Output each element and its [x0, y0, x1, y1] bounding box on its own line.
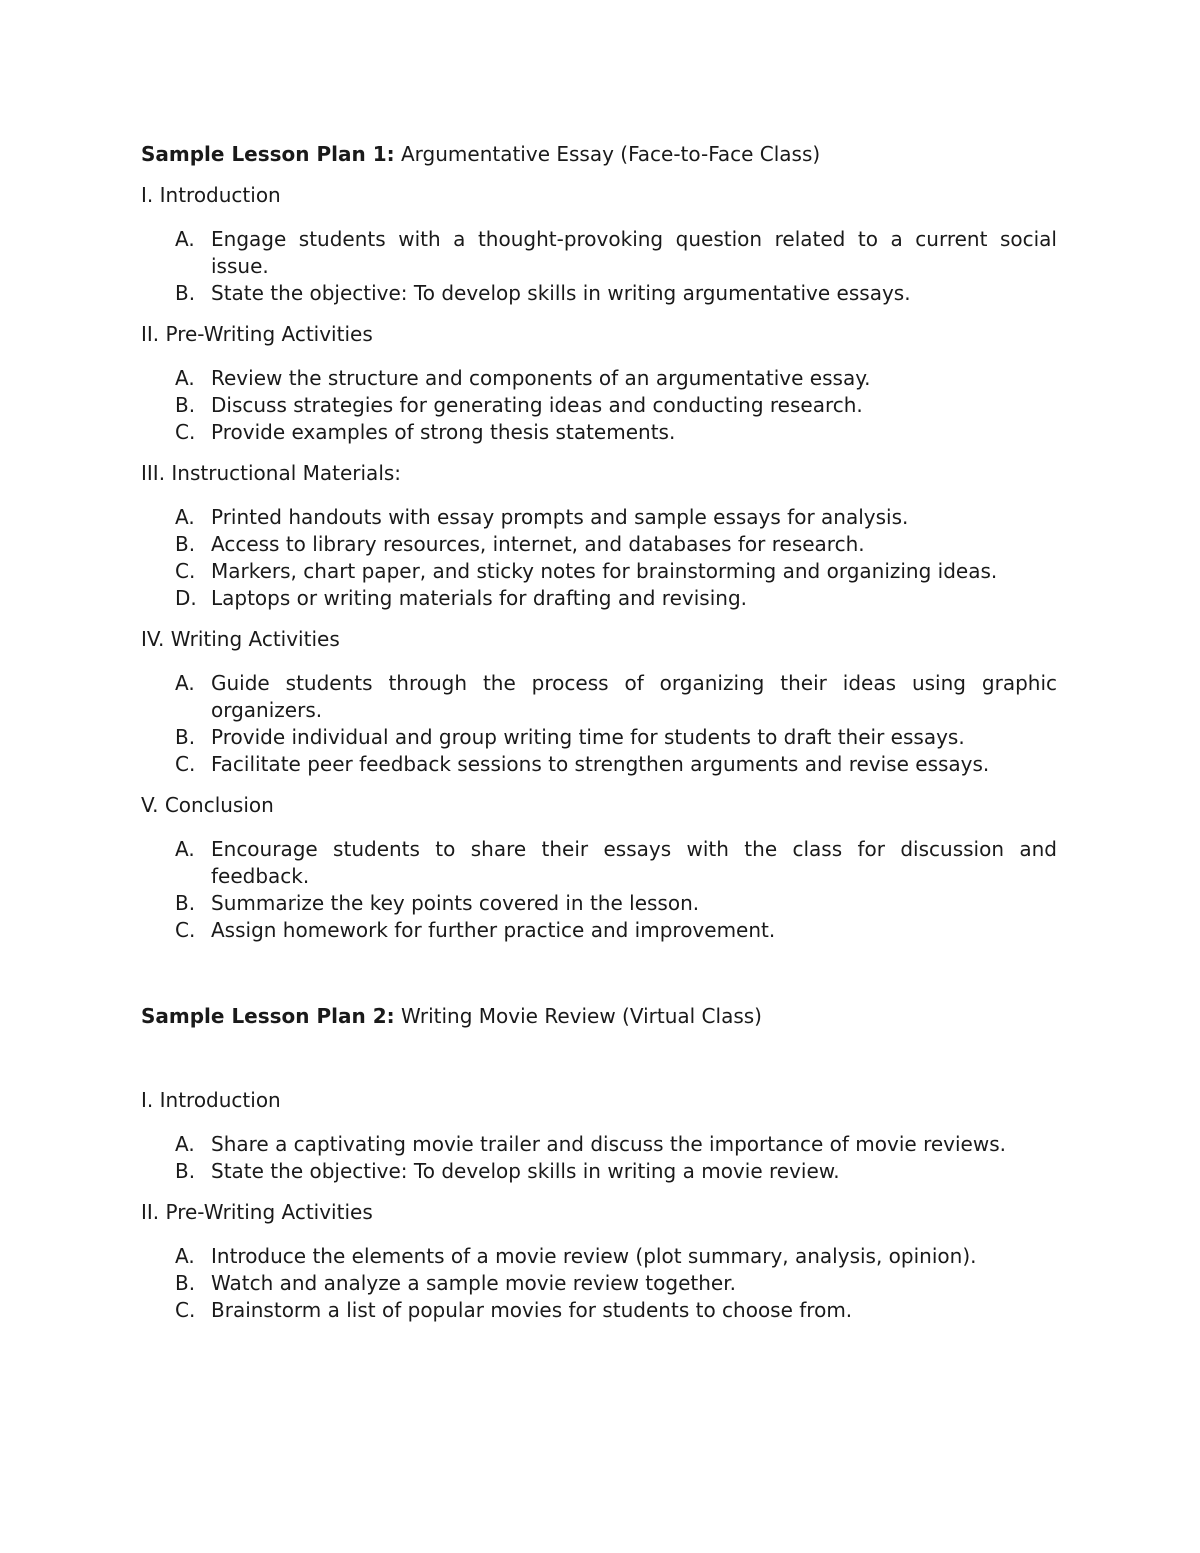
section-heading: I. Introduction [141, 183, 281, 207]
plan1-section-instructional-materials [141, 460, 1057, 612]
item-list [141, 1243, 1057, 1324]
plan1-section-pre-writing [141, 321, 1057, 446]
plan2-section-introduction [141, 1087, 1057, 1185]
item-marker: A. [175, 671, 195, 695]
item-marker: A. [175, 837, 195, 861]
item-text: Guide students through the process of organizing their ideas using graphic organizers. [211, 671, 1057, 722]
item-list [141, 1131, 1057, 1185]
lesson-plan-1-label: Sample Lesson Plan 1: [141, 142, 395, 166]
item-list [141, 226, 1057, 307]
list-item [141, 724, 1057, 751]
item-text: Summarize the key points covered in the lesson. [211, 891, 700, 915]
item-text: Provide examples of strong thesis statements. [211, 420, 676, 444]
lesson-plan-2-subject: Writing Movie Review (Virtual Class) [400, 1004, 762, 1028]
plan2-section-pre-writing [141, 1199, 1057, 1324]
item-text: Brainstorm a list of popular movies for students to choose from. [211, 1298, 853, 1322]
item-marker: A. [175, 1132, 195, 1156]
item-marker: A. [175, 227, 195, 251]
item-text: Assign homework for further practice and improvement. [211, 918, 776, 942]
item-marker: B. [175, 393, 196, 417]
section-heading: V. Conclusion [141, 793, 274, 817]
section-heading: II. Pre-Writing Activities [141, 1200, 373, 1224]
item-text: State the objective: To develop skills in writing a movie review. [211, 1159, 840, 1183]
item-marker: A. [175, 1244, 195, 1268]
item-marker: A. [175, 366, 195, 390]
item-text: Facilitate peer feedback sessions to strengthen arguments and revise essays. [211, 752, 990, 776]
list-item [141, 1158, 1057, 1185]
lesson-plan-1-title [141, 140, 1057, 168]
item-text: Provide individual and group writing time for students to draft their essays. [211, 725, 965, 749]
document-page [141, 140, 1057, 1338]
list-item [141, 751, 1057, 778]
section-heading: II. Pre-Writing Activities [141, 322, 373, 346]
item-text: Engage students with a thought-provoking question related to a current social issue. [211, 227, 1057, 278]
list-item [141, 1297, 1057, 1324]
section-heading: IV. Writing Activities [141, 627, 340, 651]
list-item [141, 365, 1057, 392]
list-item [141, 1131, 1057, 1158]
list-item [141, 585, 1057, 612]
list-item [141, 226, 1057, 280]
item-marker: B. [175, 1159, 196, 1183]
item-list [141, 365, 1057, 446]
list-item [141, 280, 1057, 307]
item-text: Discuss strategies for generating ideas and conducting research. [211, 393, 863, 417]
item-text: Review the structure and components of an argumentative essay. [211, 366, 871, 390]
item-text: Markers, chart paper, and sticky notes for brainstorming and organizing ideas. [211, 559, 998, 583]
item-marker: B. [175, 891, 196, 915]
item-list [141, 670, 1057, 778]
item-marker: B. [175, 725, 196, 749]
item-list [141, 836, 1057, 944]
item-marker: A. [175, 505, 195, 529]
lesson-plan-2-title [141, 1002, 1057, 1030]
item-marker: C. [175, 918, 196, 942]
lesson-plan-1-subject: Argumentative Essay (Face-to-Face Class) [400, 142, 821, 166]
plan1-section-introduction [141, 182, 1057, 307]
list-item [141, 1243, 1057, 1270]
item-marker: C. [175, 420, 196, 444]
item-marker: C. [175, 559, 196, 583]
list-item [141, 419, 1057, 446]
section-heading: I. Introduction [141, 1088, 281, 1112]
list-item [141, 558, 1057, 585]
item-text: Introduce the elements of a movie review (plot summary, analysis, opinion). [211, 1244, 977, 1268]
item-text: Printed handouts with essay prompts and sample essays for analysis. [211, 505, 909, 529]
item-marker: B. [175, 532, 196, 556]
item-marker: B. [175, 1271, 196, 1295]
lesson-plan-1-body [141, 182, 1057, 944]
item-marker: C. [175, 752, 196, 776]
list-item [141, 1270, 1057, 1297]
item-text: Encourage students to share their essays with the class for discussion and feedback. [211, 837, 1057, 888]
item-text: State the objective: To develop skills in writing argumentative essays. [211, 281, 911, 305]
item-marker: B. [175, 281, 196, 305]
item-text: Watch and analyze a sample movie review together. [211, 1271, 736, 1295]
plan1-section-conclusion [141, 792, 1057, 944]
lesson-plan-2-body [141, 1087, 1057, 1324]
list-item [141, 670, 1057, 724]
item-marker: C. [175, 1298, 196, 1322]
item-text: Access to library resources, internet, and databases for research. [211, 532, 865, 556]
list-item [141, 504, 1057, 531]
list-item [141, 392, 1057, 419]
lesson-plan-2-label: Sample Lesson Plan 2: [141, 1004, 395, 1028]
item-text: Share a captivating movie trailer and discuss the importance of movie reviews. [211, 1132, 1006, 1156]
item-text: Laptops or writing materials for drafting and revising. [211, 586, 747, 610]
section-heading: III. Instructional Materials: [141, 461, 402, 485]
list-item [141, 531, 1057, 558]
list-item [141, 890, 1057, 917]
item-marker: D. [175, 586, 197, 610]
list-item [141, 836, 1057, 890]
list-item [141, 917, 1057, 944]
plan1-section-writing-activities [141, 626, 1057, 778]
item-list [141, 504, 1057, 612]
